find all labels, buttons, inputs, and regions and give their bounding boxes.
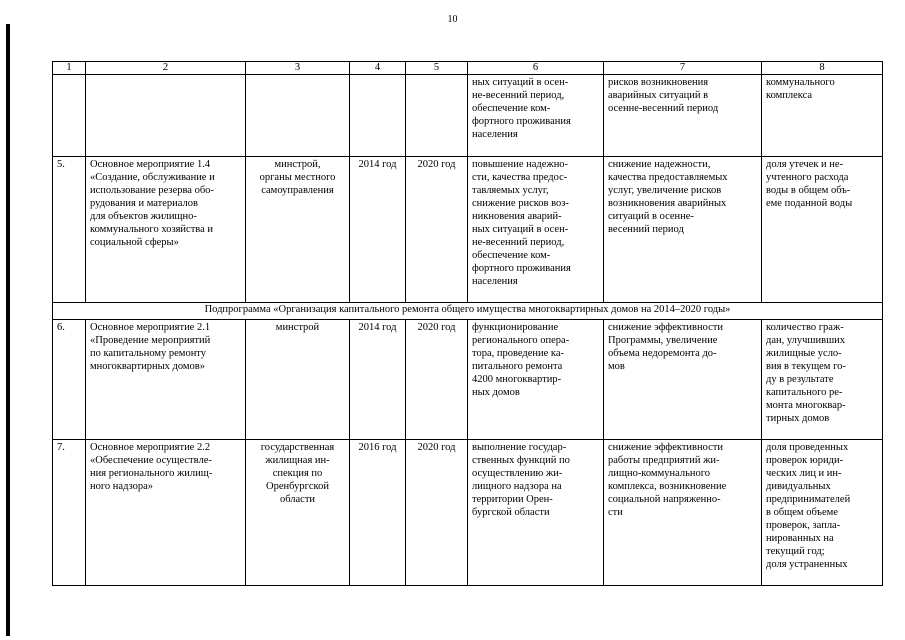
indicator: коммунального комплекса [762, 75, 883, 157]
start-year: 2014 год [350, 157, 406, 303]
start-year [350, 75, 406, 157]
header-cell: 8 [762, 62, 883, 75]
executor [246, 75, 350, 157]
row-number: 5. [53, 157, 86, 303]
start-year: 2016 год [350, 440, 406, 586]
table-row [53, 320, 883, 440]
header-cell: 6 [468, 62, 604, 75]
measure-name [86, 75, 246, 157]
program-table [52, 61, 883, 586]
table-row [53, 157, 883, 303]
header-row [53, 62, 883, 75]
end-year: 2020 год [406, 440, 468, 586]
end-year [406, 75, 468, 157]
binding-line [6, 24, 10, 636]
subprogram-row [53, 303, 883, 320]
expected-result: повышение надежно- сти, качества предос- тавляемых услуг, снижение рисков воз- никновения аварий- ных ситуаций в осен- не-весенний период, обеспечение ком- фортного проживания населения [468, 157, 604, 303]
measure-name: Основное мероприятие 1.4 «Создание, обслуживание и использование резерва обо- рудования и материалов для объектов жилищно- коммунального хозяйства и социальной сферы» [86, 157, 246, 303]
measure-name: Основное мероприятие 2.1 «Проведение мероприятий по капитальному ремонту многоквартирных домов» [86, 320, 246, 440]
header-cell: 7 [604, 62, 762, 75]
header-cell: 2 [86, 62, 246, 75]
consequences: снижение эффективности Программы, увеличение объема недоремонта до- мов [604, 320, 762, 440]
expected-result: выполнение государ- ственных функций по осуществлению жи- лищного надзора на территории Орен- бургской области [468, 440, 604, 586]
end-year: 2020 год [406, 157, 468, 303]
header-cell: 3 [246, 62, 350, 75]
table-row [53, 440, 883, 586]
consequences: рисков возникновения аварийных ситуаций в осенне-весенний период [604, 75, 762, 157]
header-cell: 5 [406, 62, 468, 75]
row-number [53, 75, 86, 157]
consequences: снижение эффективности работы предприятий жи- лищно-коммунального комплекса, возникновение социальной напряженно- сти [604, 440, 762, 586]
executor: государственная жилищная ин- спекция по Оренбургской области [246, 440, 350, 586]
executor: минстрой, органы местного самоуправления [246, 157, 350, 303]
executor: минстрой [246, 320, 350, 440]
expected-result: функционирование регионального опера- тора, проведение ка- питального ремонта 4200 многоквартир- ных домов [468, 320, 604, 440]
table-row [53, 75, 883, 157]
end-year: 2020 год [406, 320, 468, 440]
start-year: 2014 год [350, 320, 406, 440]
header-cell: 1 [53, 62, 86, 75]
measure-name: Основное мероприятие 2.2 «Обеспечение осуществле- ния регионального жилищ- ного надзора» [86, 440, 246, 586]
row-number: 7. [53, 440, 86, 586]
subprogram-title: Подпрограмма «Организация капитального ремонта общего имущества многоквартирных домов на 2014–2020 годы» [53, 303, 883, 320]
expected-result: ных ситуаций в осен- не-весенний период, обеспечение ком- фортного проживания населения [468, 75, 604, 157]
page-number: 10 [447, 14, 458, 25]
row-number: 6. [53, 320, 86, 440]
header-cell: 4 [350, 62, 406, 75]
consequences: снижение надежности, качества предоставляемых услуг, увеличение рисков возникновения аварийных ситуаций в осенне- весенний период [604, 157, 762, 303]
indicator: доля проведенных проверок юриди- ческих лиц и ин- дивидуальных предпринимателей в общем объеме проверок, запла- нированных на текущий год; доля устраненных [762, 440, 883, 586]
indicator: количество граж- дан, улучшивших жилищные усло- вия в текущем го- ду в результате капитального ре- монта многоквар- тирных домов [762, 320, 883, 440]
indicator: доля утечек и не- учтенного расхода воды в общем объ- еме поданной воды [762, 157, 883, 303]
